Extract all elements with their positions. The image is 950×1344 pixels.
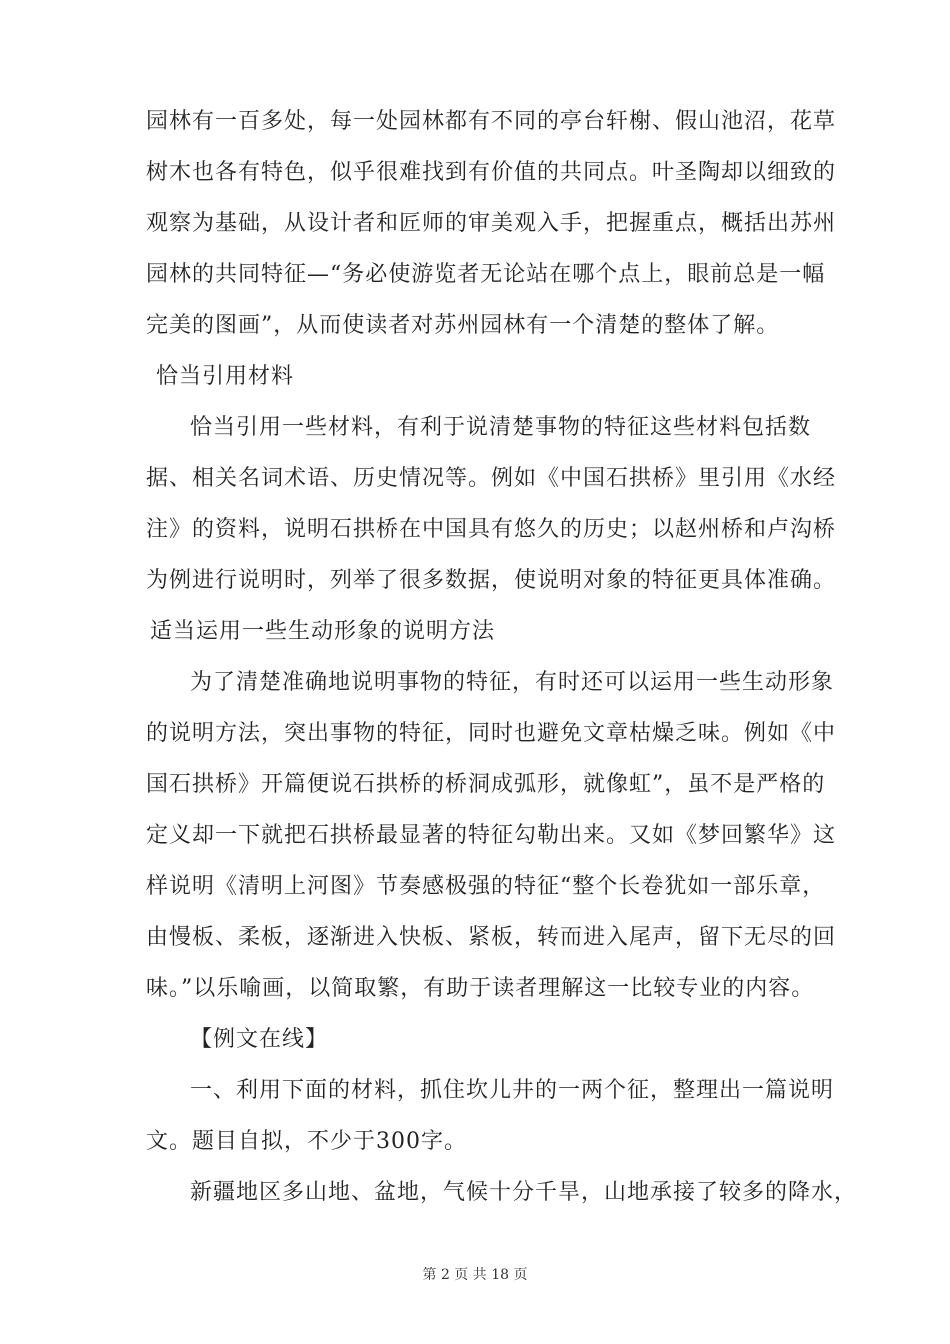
paragraph-line: 样说明《清明上河图》节奏感极强的特征“整个长卷犹如一部乐章， [146, 874, 826, 899]
paragraph-line: 园林的共同特征—“务必使游览者无论站在哪个点上，眼前总是一幅 [146, 262, 826, 287]
paragraph-line: 恰当引用一些材料，有利于说清楚事物的特征这些材料包括数 [190, 415, 812, 440]
paragraph-line: 一、利用下面的材料，抓住坎儿井的一两个征，整理出一篇说明 [190, 1078, 835, 1103]
paragraph-line: 国石拱桥》开篇便说石拱桥的桥洞成弧形，就像虹”，虽不是严格的 [146, 772, 826, 797]
section-heading: 恰当引用材料 [156, 364, 295, 389]
page-number: 第 2 页 共 18 页 [422, 1267, 528, 1283]
paragraph-line: 观察为基础，从设计者和匠师的审美观入手，把握重点，概括出苏州 [146, 211, 837, 236]
paragraph-line: 树木也各有特色，似乎很难找到有价值的共同点。叶圣陶却以细致的 [146, 160, 837, 185]
paragraph-line: 味。”以乐喻画，以简取繁，有助于读者理解这一比较专业的内容。 [146, 976, 815, 1001]
paragraph-line: 定义却一下就把石拱桥最显著的特征勾勒出来。又如《梦回繁华》这 [146, 823, 837, 848]
paragraph-line: 完美的图画”，从而使读者对苏州园林有一个清楚的整体了解。 [146, 313, 780, 338]
paragraph-line: 新疆地区多山地、盆地，气候十分千旱，山地承接了较多的降水， [190, 1180, 858, 1205]
section-heading: 适当运用一些生动形象的说明方法 [150, 619, 496, 644]
paragraph-line: 为例进行说明时，列举了很多数据，使说明对象的特征更具体准确。 [146, 568, 837, 593]
body-text [146, 96, 858, 1218]
paragraph-line: 文。题目自拟，不少于300字。 [146, 1129, 467, 1154]
paragraph-line: 的说明方法，突出事物的特征，同时也避免文章枯燥乏味。例如《中 [146, 721, 837, 746]
paragraph-line: 据、相关名词术语、历史情况等。例如《中国石拱桥》里引用《水经 [146, 466, 837, 491]
paragraph-line: 为了清楚准确地说明事物的特征，有时还可以运用一些生动形象 [190, 670, 835, 695]
paragraph-line: 由慢板、柔板，逐渐进入快板、紧板，转而进入尾声，留下无尽的回 [146, 925, 837, 950]
section-heading: 【例文在线】 [190, 1027, 329, 1052]
paragraph-line: 园林有一百多处，每一处园林都有不同的亭台轩榭、假山池沼，花草 [146, 109, 837, 134]
paragraph-line: 注》的资料，说明石拱桥在中国具有悠久的历史；以赵州桥和卢沟桥 [146, 517, 837, 542]
